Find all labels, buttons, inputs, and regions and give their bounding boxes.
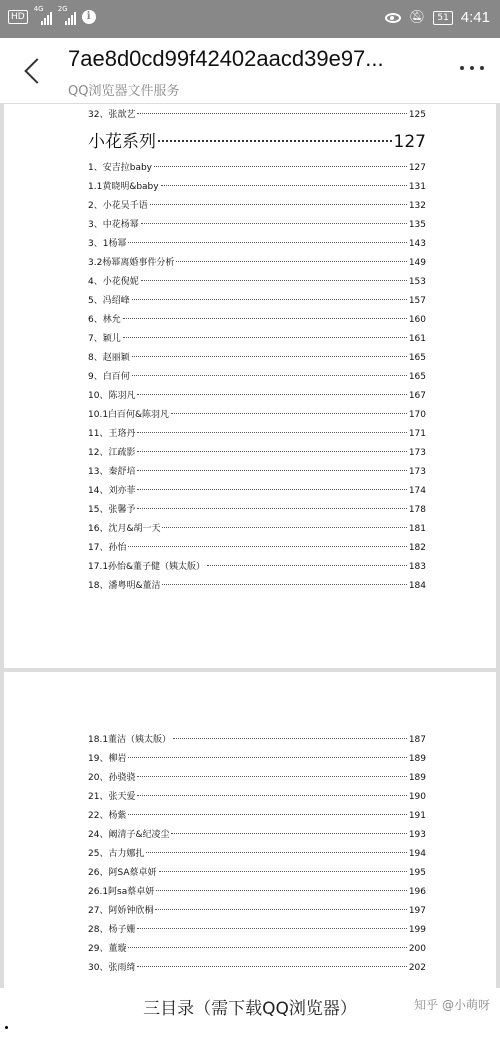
toc-entry-label: 22、杨紫 bbox=[88, 811, 127, 821]
dot-mark bbox=[5, 1026, 8, 1029]
toc-entry-label: 21、张天爱 bbox=[88, 792, 136, 802]
toc-entry-label: 32、张歆艺 bbox=[88, 110, 136, 120]
toc-entry bbox=[88, 106, 426, 125]
toc-entry-label: 4、小花倪妮 bbox=[88, 277, 139, 287]
toc-entry-page: 182 bbox=[408, 543, 426, 553]
toc-entry-label: 12、江疏影 bbox=[88, 448, 136, 458]
toc-leader-dots bbox=[137, 966, 406, 967]
toc-entry bbox=[88, 368, 426, 387]
toc-leader-dots bbox=[132, 375, 407, 376]
toc-entry-label: 25、古力娜扎 bbox=[88, 849, 145, 859]
toc-leader-dots bbox=[137, 470, 406, 471]
toc-entry-label: 小花系列 bbox=[88, 132, 156, 152]
toc-entry-page: 171 bbox=[408, 429, 426, 439]
toc-entry-label: 17、孙怡 bbox=[88, 543, 127, 553]
document-page bbox=[4, 104, 496, 668]
toc-leader-dots bbox=[137, 795, 406, 796]
toc-leader-dots bbox=[146, 852, 406, 853]
toc-entry-label: 3、中花杨幂 bbox=[88, 220, 139, 230]
toc-leader-dots bbox=[128, 814, 406, 815]
toc-entry-page: 196 bbox=[408, 887, 426, 897]
signal-icon: 2G bbox=[58, 9, 76, 25]
toc-entry-label: 19、柳岩 bbox=[88, 754, 127, 764]
toc-entry bbox=[88, 330, 426, 349]
toc-entry-label: 30、张雨绮 bbox=[88, 963, 136, 973]
toc-entry-page: 125 bbox=[408, 110, 426, 120]
toc-entry-page: 194 bbox=[408, 849, 426, 859]
toc-entry-page: 173 bbox=[408, 467, 426, 477]
toc-leader-dots bbox=[132, 299, 407, 300]
more-menu-button[interactable] bbox=[460, 66, 484, 70]
toc-entry-label: 28、杨子姗 bbox=[88, 925, 136, 935]
toc-entry-page: 165 bbox=[408, 353, 426, 363]
toc-entry-page: 197 bbox=[408, 906, 426, 916]
toc-leader-dots bbox=[128, 947, 406, 948]
toc-leader-dots bbox=[173, 738, 407, 739]
toc-entry-label: 29、董璇 bbox=[88, 944, 127, 954]
toc-entry bbox=[88, 463, 426, 482]
toc-entry-label: 24、阚清子&纪凌尘 bbox=[88, 830, 170, 840]
toc-entry-page: 161 bbox=[408, 334, 426, 344]
page-subtitle: QQ浏览器文件服务 bbox=[68, 84, 180, 99]
toc-entry-page: 153 bbox=[408, 277, 426, 287]
toc-entry-page: 173 bbox=[408, 448, 426, 458]
caption-bar bbox=[0, 988, 500, 1038]
toc-entry-page: 157 bbox=[408, 296, 426, 306]
toc-leader-dots bbox=[161, 185, 407, 186]
toc-leader-dots bbox=[137, 776, 406, 777]
toc-entry bbox=[88, 444, 426, 463]
toc-leader-dots bbox=[137, 508, 406, 509]
toc-entry bbox=[88, 501, 426, 520]
toc-entry-page: 149 bbox=[408, 258, 426, 268]
toc-entry bbox=[88, 292, 426, 311]
status-right bbox=[385, 9, 490, 26]
toc-entry-page: 191 bbox=[408, 811, 426, 821]
toc-entry bbox=[88, 864, 426, 883]
toc-entry bbox=[88, 159, 426, 178]
toc-entry bbox=[88, 845, 426, 864]
eye-icon bbox=[385, 13, 401, 23]
toc-leader-dots bbox=[171, 413, 407, 414]
toc-entry bbox=[88, 788, 426, 807]
toc-leader-dots bbox=[159, 871, 407, 872]
toc-entry-page: 189 bbox=[408, 773, 426, 783]
toc-entry-label: 10.1白百何&陈羽凡 bbox=[88, 410, 170, 420]
toc-entry bbox=[88, 197, 426, 216]
toc-leader-dots bbox=[132, 356, 407, 357]
toc-leader-dots bbox=[162, 527, 406, 528]
signal-icon: 4G bbox=[34, 9, 52, 25]
toc-entry-page: 174 bbox=[408, 486, 426, 496]
toc-entry bbox=[88, 940, 426, 959]
toc-entry bbox=[88, 520, 426, 539]
toc-entry bbox=[88, 387, 426, 406]
toc-entry-page: 195 bbox=[408, 868, 426, 878]
toc-entry bbox=[88, 807, 426, 826]
toc-entry-label: 9、白百何 bbox=[88, 372, 130, 382]
clock: 4:41 bbox=[460, 9, 490, 26]
toc-entry-label: 20、孙骁骁 bbox=[88, 773, 136, 783]
toc-entry bbox=[88, 539, 426, 558]
toc-entry bbox=[88, 921, 426, 940]
toc-entry-page: 193 bbox=[408, 830, 426, 840]
toc-entry-label: 8、赵丽颖 bbox=[88, 353, 130, 363]
toc-entry bbox=[88, 826, 426, 845]
toc-entry-page: 131 bbox=[408, 182, 426, 192]
toc-entry-label: 27、阿娇钟欣桐 bbox=[88, 906, 154, 916]
toc-entry-label: 11、王珞丹 bbox=[88, 429, 136, 439]
toc-entry-page: 160 bbox=[408, 315, 426, 325]
toc-entry bbox=[88, 959, 426, 978]
toc-entry-label: 15、张馨予 bbox=[88, 505, 136, 515]
toc-leader-dots bbox=[137, 432, 406, 433]
caption-text: 三目录（需下载QQ浏览器） bbox=[143, 999, 357, 1019]
document-page bbox=[4, 672, 496, 988]
toc-leader-dots bbox=[176, 261, 406, 262]
app-header bbox=[0, 38, 500, 104]
toc-leader-dots bbox=[154, 166, 407, 167]
toc-entry bbox=[88, 883, 426, 902]
toc-entry bbox=[88, 577, 426, 596]
toc-entry-label: 1、安吉拉baby bbox=[88, 163, 152, 173]
toc-leader-dots bbox=[137, 394, 406, 395]
toc-entry-page: 127 bbox=[408, 163, 426, 173]
document-viewer[interactable] bbox=[0, 104, 500, 988]
toc-entry-page: 199 bbox=[408, 925, 426, 935]
table-of-contents bbox=[88, 106, 426, 596]
watermark: 知乎 @小萌呀 bbox=[414, 998, 490, 1012]
toc-entry-page: 202 bbox=[408, 963, 426, 973]
toc-entry-label: 5、冯绍峰 bbox=[88, 296, 130, 306]
info-icon: i bbox=[82, 10, 96, 24]
toc-entry-label: 2、小花吴千语 bbox=[88, 201, 148, 211]
toc-entry bbox=[88, 273, 426, 292]
hd-icon: HD bbox=[8, 10, 28, 24]
toc-leader-dots bbox=[123, 318, 407, 319]
toc-entry bbox=[88, 425, 426, 444]
toc-entry bbox=[88, 349, 426, 368]
toc-leader-dots bbox=[123, 337, 407, 338]
toc-leader-dots bbox=[137, 113, 406, 114]
bell-off-icon: 🔕︎ bbox=[408, 10, 426, 25]
toc-leader-dots bbox=[128, 757, 406, 758]
toc-section-heading bbox=[88, 125, 426, 159]
toc-entry-page: 165 bbox=[408, 372, 426, 382]
toc-leader-dots bbox=[137, 451, 406, 452]
toc-entry-page: 181 bbox=[408, 524, 426, 534]
toc-entry bbox=[88, 235, 426, 254]
toc-leader-dots bbox=[137, 928, 406, 929]
toc-entry-page: 167 bbox=[408, 391, 426, 401]
toc-entry bbox=[88, 178, 426, 197]
toc-entry-label: 3、1杨幂 bbox=[88, 239, 127, 249]
toc-entry bbox=[88, 311, 426, 330]
status-left bbox=[8, 5, 96, 25]
toc-entry-page: 178 bbox=[408, 505, 426, 515]
toc-entry-label: 17.1孙怡&董子健（姨太版） bbox=[88, 562, 206, 572]
toc-entry-label: 13、秦舒培 bbox=[88, 467, 136, 477]
toc-entry-page: 132 bbox=[408, 201, 426, 211]
toc-entry-page: 143 bbox=[408, 239, 426, 249]
toc-leader-dots bbox=[158, 140, 392, 142]
toc-leader-dots bbox=[141, 280, 407, 281]
toc-leader-dots bbox=[171, 833, 406, 834]
toc-leader-dots bbox=[137, 489, 406, 490]
toc-leader-dots bbox=[141, 223, 407, 224]
toc-entry-label: 16、沈月&胡一天 bbox=[88, 524, 161, 534]
toc-entry bbox=[88, 216, 426, 235]
toc-entry-label: 26、阿SA蔡卓妍 bbox=[88, 868, 157, 878]
back-button[interactable] bbox=[22, 56, 44, 86]
toc-leader-dots bbox=[150, 204, 407, 205]
toc-entry-page: 184 bbox=[408, 581, 426, 591]
toc-leader-dots bbox=[128, 546, 406, 547]
toc-entry-label: 1.1黄晓明&baby bbox=[88, 182, 159, 192]
toc-entry-page: 187 bbox=[408, 735, 426, 745]
toc-entry bbox=[88, 558, 426, 577]
toc-leader-dots bbox=[155, 909, 406, 910]
toc-entry-label: 7、颖儿 bbox=[88, 334, 121, 344]
toc-entry-label: 26.1阿sa蔡卓妍 bbox=[88, 887, 155, 897]
toc-entry-label: 10、陈羽凡 bbox=[88, 391, 136, 401]
toc-entry bbox=[88, 731, 426, 750]
toc-entry-label: 18.1董洁（姨太版） bbox=[88, 735, 172, 745]
battery-icon: 51 bbox=[433, 11, 452, 25]
toc-leader-dots bbox=[162, 584, 406, 585]
toc-leader-dots bbox=[207, 565, 407, 566]
toc-entry-page: 190 bbox=[408, 792, 426, 802]
table-of-contents bbox=[88, 731, 426, 978]
toc-leader-dots bbox=[128, 242, 406, 243]
toc-entry-label: 18、潘粤明&董洁 bbox=[88, 581, 161, 591]
toc-entry-page: 189 bbox=[408, 754, 426, 764]
toc-leader-dots bbox=[156, 890, 407, 891]
toc-entry-page: 200 bbox=[408, 944, 426, 954]
toc-entry-page: 183 bbox=[408, 562, 426, 572]
page-title: 7ae8d0cd99f42402aacd39e97... bbox=[68, 46, 384, 71]
toc-entry bbox=[88, 254, 426, 273]
status-bar bbox=[0, 0, 500, 38]
toc-entry-label: 3.2杨幂离婚事件分析 bbox=[88, 258, 175, 268]
toc-entry-label: 6、林允 bbox=[88, 315, 121, 325]
toc-entry-page: 135 bbox=[408, 220, 426, 230]
toc-entry bbox=[88, 406, 426, 425]
toc-entry-page: 170 bbox=[408, 410, 426, 420]
toc-entry bbox=[88, 482, 426, 501]
toc-entry bbox=[88, 902, 426, 921]
toc-entry bbox=[88, 750, 426, 769]
toc-entry-page: 127 bbox=[393, 132, 426, 152]
toc-entry-label: 14、刘亦菲 bbox=[88, 486, 136, 496]
toc-entry bbox=[88, 769, 426, 788]
